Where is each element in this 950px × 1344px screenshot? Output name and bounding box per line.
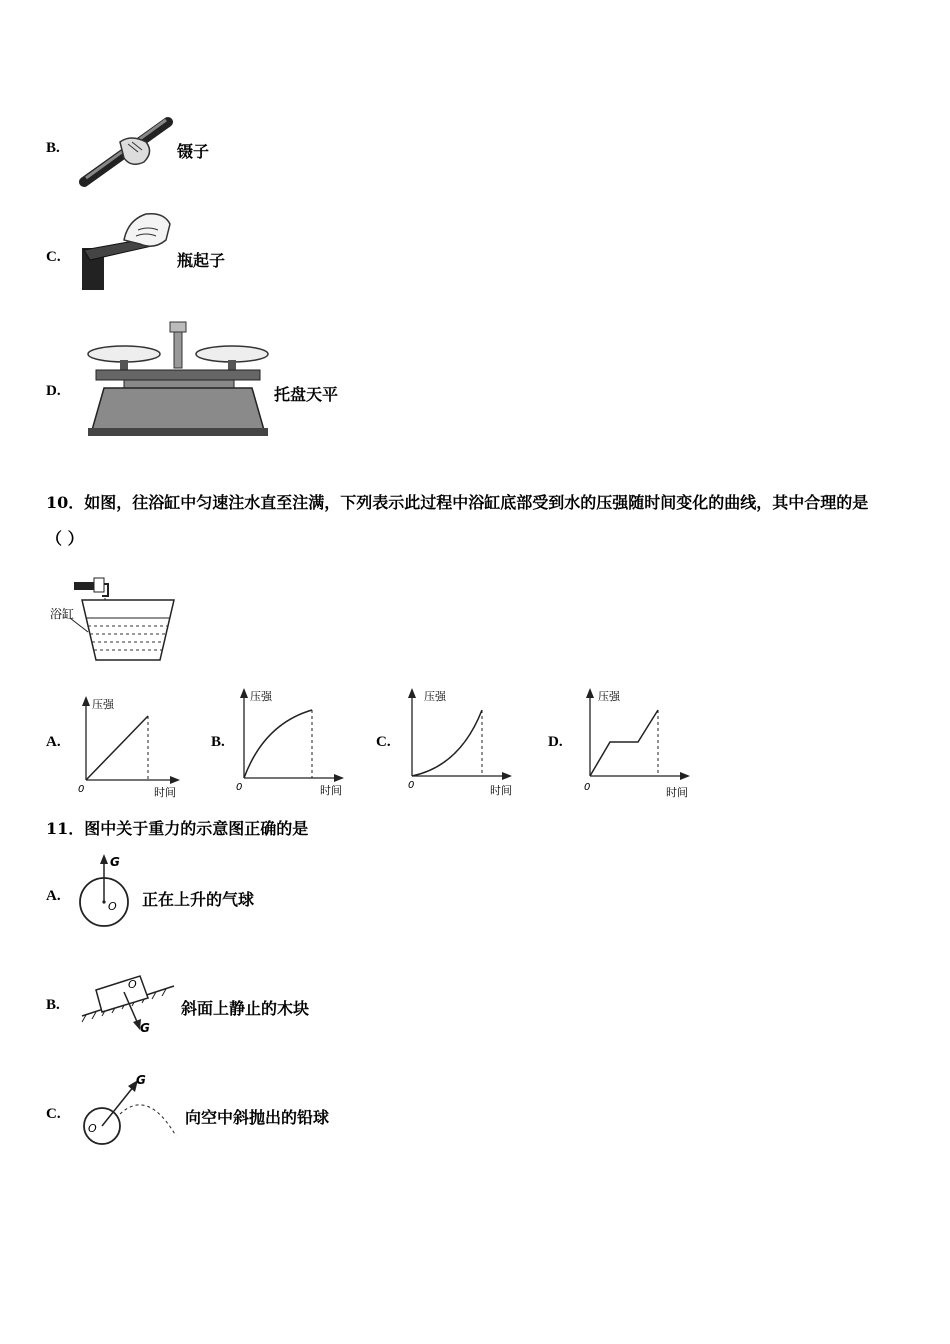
x-axis-label: 时间 bbox=[154, 786, 176, 799]
graph-a bbox=[74, 692, 184, 802]
x-axis-label: 时间 bbox=[320, 784, 342, 797]
option-caption: 托盘天平 bbox=[274, 385, 339, 404]
graph-c bbox=[400, 684, 518, 802]
option-label: B. bbox=[211, 734, 225, 750]
option-label: B. bbox=[46, 140, 60, 156]
x-axis-label: 时间 bbox=[490, 784, 512, 797]
incline-block-diagram bbox=[78, 962, 178, 1042]
origin-label: 0 bbox=[408, 780, 415, 791]
center-label: O bbox=[128, 978, 137, 991]
force-label: G bbox=[140, 1021, 150, 1035]
option-label: A. bbox=[46, 888, 61, 904]
option-label: C. bbox=[46, 249, 61, 265]
y-axis-label: 压强 bbox=[424, 690, 446, 703]
center-label: O bbox=[108, 900, 117, 913]
option-caption: 瓶起子 bbox=[177, 251, 226, 270]
center-label: O bbox=[88, 1122, 97, 1135]
origin-label: 0 bbox=[78, 784, 85, 795]
shot-put-diagram bbox=[78, 1070, 182, 1150]
tweezers-icon bbox=[76, 112, 176, 192]
curve-convex bbox=[412, 710, 482, 776]
question-10-text: 10．如图，往浴缸中匀速注水直至注满，下列表示此过程中浴缸底部受到水的压强随时间变化的曲线，其中合理的是 bbox=[46, 493, 869, 512]
origin-label: 0 bbox=[584, 782, 591, 793]
option-label: C. bbox=[46, 1106, 61, 1122]
x-axis-label: 时间 bbox=[666, 786, 688, 799]
question-11-text: 11．图中关于重力的示意图正确的是 bbox=[46, 819, 309, 838]
origin-label: 0 bbox=[236, 782, 243, 793]
option-label: A. bbox=[46, 734, 61, 750]
y-axis-label: 压强 bbox=[250, 690, 272, 703]
option-caption: 向空中斜抛出的铅球 bbox=[185, 1108, 330, 1127]
option-label: D. bbox=[548, 734, 563, 750]
option-caption: 斜面上静止的木块 bbox=[181, 999, 310, 1018]
tub-label: 浴缸 bbox=[50, 607, 75, 621]
question-10-answer-bracket: （ ） bbox=[46, 529, 84, 548]
force-label: G bbox=[136, 1073, 146, 1087]
option-label: D. bbox=[46, 383, 61, 399]
curve-step bbox=[590, 710, 658, 776]
option-caption: 镊子 bbox=[177, 142, 210, 161]
force-label: G bbox=[110, 855, 120, 869]
bathtub-diagram bbox=[48, 574, 178, 664]
curve-linear bbox=[86, 716, 148, 780]
option-label: B. bbox=[46, 997, 60, 1013]
graph-b bbox=[232, 684, 350, 802]
balloon-diagram bbox=[76, 848, 136, 932]
y-axis-label: 压强 bbox=[92, 698, 114, 711]
curve-concave bbox=[244, 710, 312, 778]
option-label: C. bbox=[376, 734, 391, 750]
balance-scale-icon bbox=[84, 318, 270, 440]
option-caption: 正在上升的气球 bbox=[142, 890, 255, 909]
graph-d bbox=[578, 684, 694, 802]
bottle-opener-icon bbox=[80, 210, 175, 292]
y-axis-label: 压强 bbox=[598, 690, 620, 703]
